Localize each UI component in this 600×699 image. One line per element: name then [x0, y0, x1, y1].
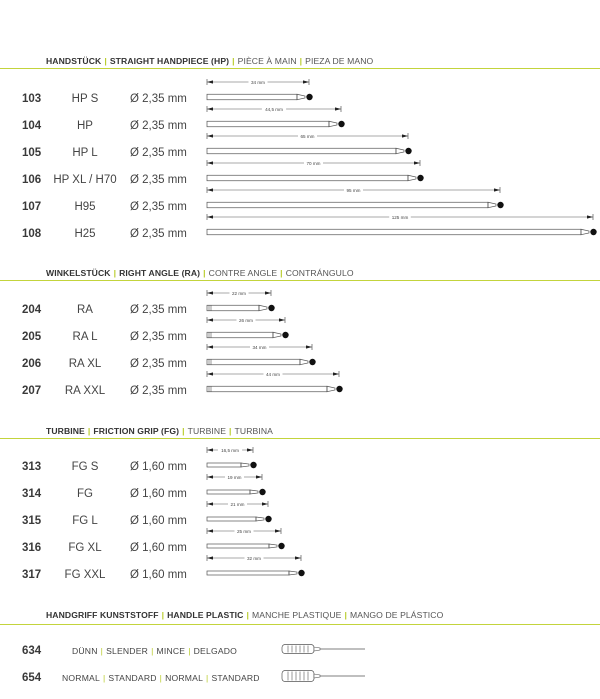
- product-name: FG XL: [68, 542, 102, 554]
- handle-label: NORMAL: [165, 673, 204, 683]
- handle-row: [0, 671, 600, 689]
- shank-diameter: Ø 2,35 mm: [130, 358, 187, 370]
- section-title-fr: CONTRE ANGLE: [208, 268, 278, 278]
- bur-shank: [207, 332, 281, 338]
- section-header-handle: HANDGRIFF KUNSTSTOFF | HANDLE PLASTIC | MANCHE PLASTIQUE | MANGO DE PLÁSTICO: [46, 610, 444, 620]
- product-name: HP: [77, 120, 93, 132]
- product-name: HP L: [72, 147, 98, 159]
- bur-head: [250, 462, 256, 468]
- bur-drawing: [0, 473, 600, 499]
- length-label: 34 mm: [250, 79, 266, 85]
- article-number: 108: [22, 228, 42, 240]
- section-title-es: CONTRÁNGULO: [285, 268, 354, 278]
- shank-diameter: Ø 2,35 mm: [130, 304, 187, 316]
- section-divider-ra: [0, 280, 600, 281]
- bur-drawing: [0, 527, 600, 553]
- bur-shank: [207, 94, 305, 100]
- product-name: HP S: [71, 93, 99, 105]
- length-label: 125 mm: [391, 214, 409, 220]
- bur-head: [259, 489, 265, 495]
- article-number: 315: [22, 515, 42, 527]
- handle-icon: [282, 671, 365, 682]
- product-row: [0, 214, 600, 245]
- length-label: 16,5 mm: [221, 447, 239, 453]
- shank-diameter: Ø 1,60 mm: [130, 569, 187, 581]
- length-label: 44,5 mm: [265, 106, 283, 112]
- section-title-de: WINKELSTÜCK: [46, 268, 111, 278]
- bur-head: [590, 229, 596, 235]
- bur-shank: [207, 305, 267, 311]
- section-title-en: RIGHT ANGLE (RA): [119, 268, 201, 278]
- bur-shank: [207, 463, 249, 467]
- bur-head: [265, 516, 271, 522]
- shank-diameter: Ø 2,35 mm: [130, 331, 187, 343]
- bur-drawing: [0, 186, 600, 212]
- section-title-fr: TURBINE: [187, 426, 227, 436]
- shank-diameter: Ø 2,35 mm: [130, 120, 187, 132]
- bur-head: [405, 148, 411, 154]
- length-label: 25 mm: [236, 528, 252, 534]
- article-number: 654: [22, 672, 42, 684]
- bur-shank: [207, 121, 337, 127]
- product-name: FG XXL: [64, 569, 106, 581]
- length-label: 19 mm: [227, 474, 242, 480]
- bur-shank: [207, 175, 416, 181]
- shank-diameter: Ø 2,35 mm: [130, 201, 187, 213]
- handle-row: [0, 644, 600, 662]
- shank-diameter: Ø 1,60 mm: [130, 515, 187, 527]
- bur-drawing: [0, 132, 600, 158]
- article-number: 105: [22, 147, 42, 159]
- section-divider-fg: [0, 438, 600, 439]
- handle-label: SLENDER: [106, 646, 149, 656]
- handle-label: DÜNN: [72, 646, 98, 656]
- bur-shank: [207, 229, 589, 235]
- handle-label: STANDARD: [108, 673, 157, 683]
- handle-labels: NORMAL | STANDARD | NORMAL | STANDARD: [62, 673, 260, 683]
- section-header-hp: HANDSTÜCK | STRAIGHT HANDPIECE (HP) | PIÈCE À MAIN | PIEZA DE MANO: [46, 56, 374, 66]
- length-label: 65 mm: [300, 133, 315, 139]
- bur-drawing: [0, 159, 600, 185]
- shank-diameter: Ø 2,35 mm: [130, 385, 187, 397]
- product-name: FG L: [72, 515, 98, 527]
- handle-drawing: [0, 640, 600, 666]
- product-name: H25: [74, 228, 96, 240]
- bur-head: [306, 94, 312, 100]
- section-title-es: PIEZA DE MANO: [305, 56, 374, 66]
- handle-drawing: [0, 667, 600, 693]
- section-header-ra: WINKELSTÜCK | RIGHT ANGLE (RA) | CONTRE ANGLE | CONTRÁNGULO: [46, 268, 354, 278]
- article-number: 206: [22, 358, 42, 370]
- shank-diameter: Ø 2,35 mm: [130, 174, 187, 186]
- section-title-en: STRAIGHT HANDPIECE (HP): [109, 56, 230, 66]
- section-divider-hp: [0, 68, 600, 69]
- bur-drawing: [0, 446, 600, 472]
- product-name: RA XL: [68, 358, 102, 370]
- bur-shank: [207, 490, 258, 494]
- length-label: 22 mm: [231, 290, 247, 296]
- bur-shank: [207, 544, 277, 548]
- bur-drawing: [0, 554, 600, 580]
- article-number: 634: [22, 645, 42, 657]
- bur-drawing: [0, 316, 600, 342]
- bur-head: [298, 570, 304, 576]
- section-title-fr: PIÈCE À MAIN: [237, 56, 297, 66]
- section-title-en: FRICTION GRIP (FG): [93, 426, 180, 436]
- article-number: 204: [22, 304, 42, 316]
- length-label: 21 mm: [230, 501, 245, 507]
- handle-label: DELGADO: [193, 646, 238, 656]
- bur-head: [309, 359, 315, 365]
- shank-diameter: Ø 2,35 mm: [130, 147, 187, 159]
- shank-diameter: Ø 2,35 mm: [130, 93, 187, 105]
- bur-drawing: [0, 105, 600, 131]
- product-name: RA L: [72, 331, 98, 343]
- article-number: 316: [22, 542, 42, 554]
- product-name: FG: [77, 488, 93, 500]
- bur-head: [282, 332, 288, 338]
- handle-label: MINCE: [156, 646, 186, 656]
- article-number: 103: [22, 93, 42, 105]
- length-label: 70 mm: [306, 160, 321, 166]
- article-number: 207: [22, 385, 42, 397]
- section-title-es: MANGO DE PLÁSTICO: [349, 610, 444, 620]
- bur-head: [338, 121, 344, 127]
- section-title-es: TURBINA: [234, 426, 273, 436]
- handle-labels: DÜNN | SLENDER | MINCE | DELGADO: [72, 646, 238, 656]
- bur-head: [497, 202, 503, 208]
- product-name: H95: [74, 201, 96, 213]
- article-number: 106: [22, 174, 42, 186]
- section-title-en: HANDLE PLASTIC: [167, 610, 244, 620]
- bur-shank: [207, 571, 297, 575]
- bur-head: [278, 543, 284, 549]
- handle-label: NORMAL: [62, 673, 100, 683]
- product-name: RA XXL: [64, 385, 106, 397]
- section-header-fg: TURBINE | FRICTION GRIP (FG) | TURBINE | TURBINA: [46, 426, 273, 436]
- bur-shank: [207, 359, 308, 365]
- length-label: 26 mm: [238, 317, 254, 323]
- shank-diameter: Ø 1,60 mm: [130, 488, 187, 500]
- bur-head: [336, 386, 342, 392]
- section-title-fr: MANCHE PLASTIQUE: [252, 610, 342, 620]
- article-number: 314: [22, 488, 42, 500]
- shank-diameter: Ø 1,60 mm: [130, 461, 187, 473]
- bur-drawing: [0, 289, 600, 315]
- product-name: FG S: [71, 461, 99, 473]
- length-label: 34 mm: [252, 344, 267, 350]
- product-name: HP XL / H70: [53, 174, 117, 186]
- length-label: 32 mm: [246, 555, 262, 561]
- bur-drawing: [0, 78, 600, 104]
- bur-shank: [207, 202, 496, 208]
- bur-drawing: [0, 500, 600, 526]
- handle-icon: [282, 645, 365, 654]
- length-label: 44 mm: [265, 371, 281, 377]
- section-title-de: HANDSTÜCK: [46, 56, 102, 66]
- bur-head: [417, 175, 423, 181]
- bur-shank: [207, 386, 335, 392]
- bur-shank: [207, 517, 264, 521]
- product-name: RA: [77, 304, 93, 316]
- bur-drawing: [0, 213, 600, 239]
- section-title-de: HANDGRIFF KUNSTSTOFF: [46, 610, 159, 620]
- product-row: [0, 555, 600, 586]
- article-number: 313: [22, 461, 42, 473]
- handle-label: STANDARD: [211, 673, 260, 683]
- bur-shank: [207, 148, 404, 154]
- article-number: 107: [22, 201, 42, 213]
- product-row: [0, 371, 600, 402]
- section-title-de: TURBINE: [46, 426, 85, 436]
- article-number: 317: [22, 569, 42, 581]
- bur-drawing: [0, 370, 600, 396]
- shank-diameter: Ø 2,35 mm: [130, 228, 187, 240]
- bur-drawing: [0, 343, 600, 369]
- article-number: 205: [22, 331, 42, 343]
- length-label: 95 mm: [346, 187, 361, 193]
- article-number: 104: [22, 120, 42, 132]
- bur-head: [268, 305, 274, 311]
- shank-diameter: Ø 1,60 mm: [130, 542, 187, 554]
- section-divider-handle: [0, 624, 600, 625]
